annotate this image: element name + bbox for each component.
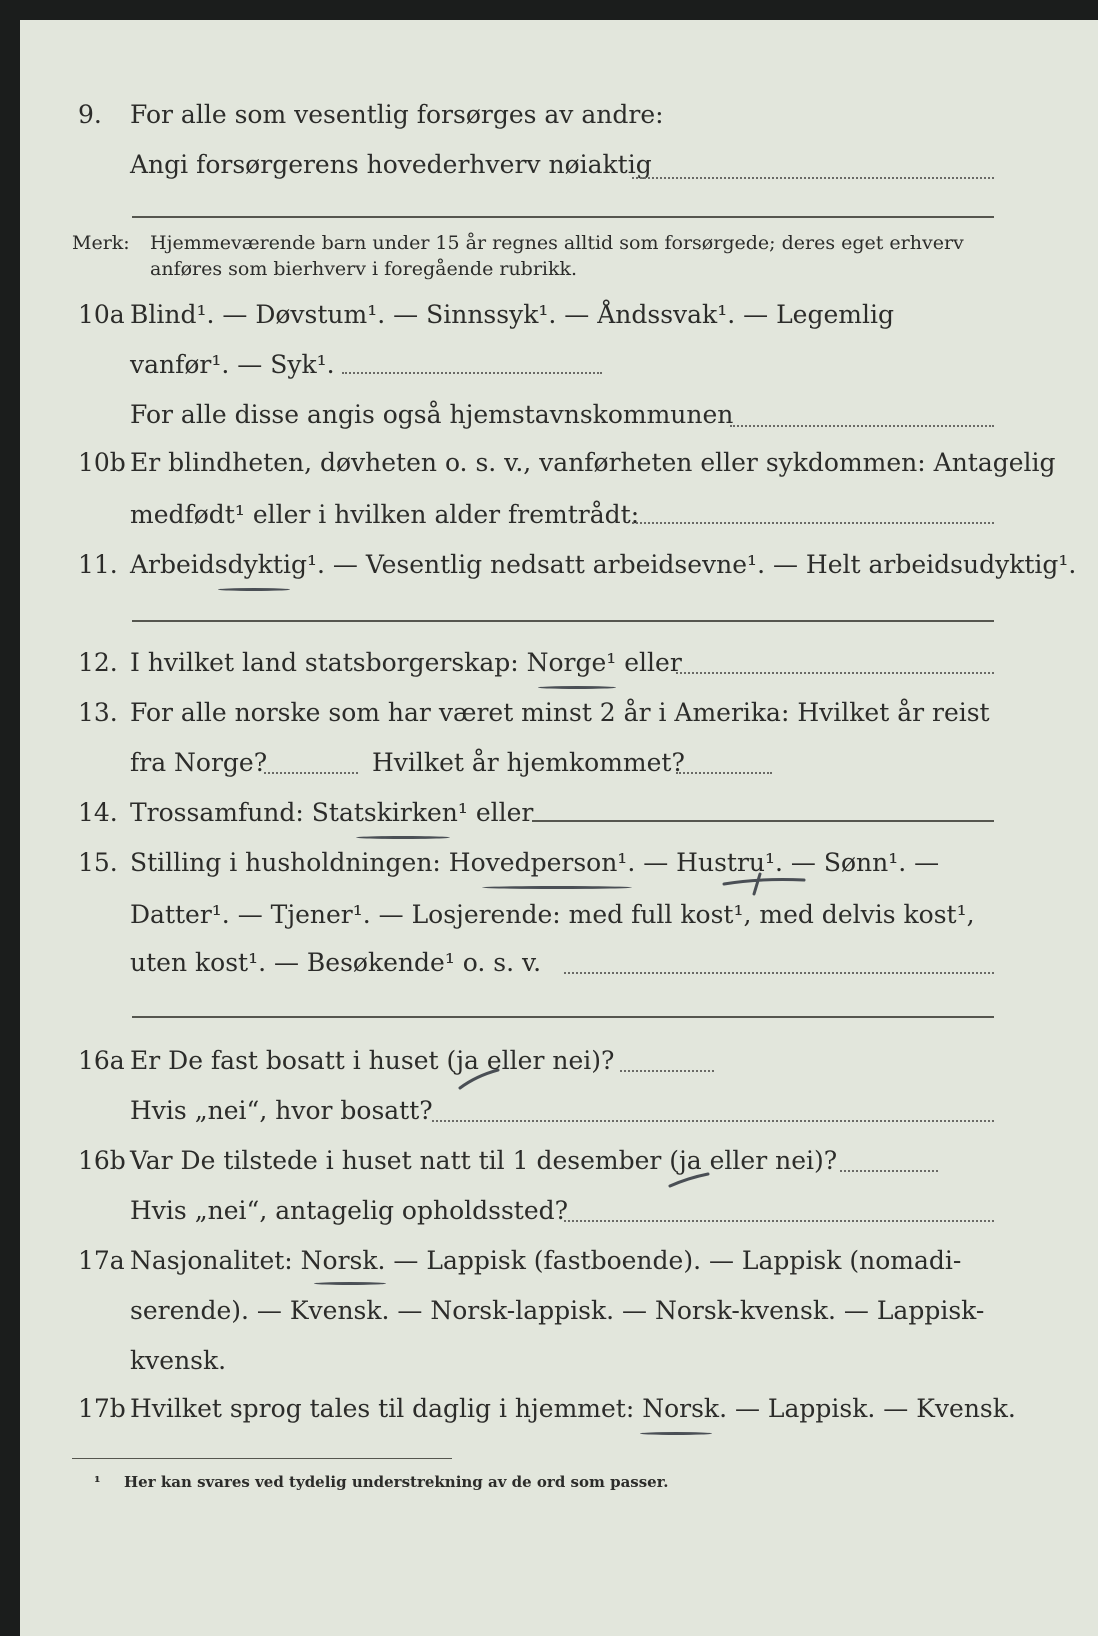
q9-answer-rule[interactable] [132, 216, 994, 218]
q9-text-1: For alle som vesentlig forsørges av andre: [130, 100, 664, 129]
q10b-answer-line[interactable] [632, 522, 994, 524]
q17a-text-3: kvensk. [130, 1346, 227, 1375]
q16b-text-1: Var De tilstede i huset natt til 1 desember (ja eller nei)? [130, 1146, 838, 1175]
q16a-text-2: Hvis „nei“, hvor bosatt? [130, 1096, 433, 1125]
q16b-answer-line[interactable] [840, 1170, 938, 1172]
q10a-syk-answer-line[interactable] [342, 372, 602, 374]
q16a-pencil-mark [456, 1066, 502, 1092]
q17a-number: 17a [78, 1246, 125, 1275]
q17b-pencil-underline [640, 1432, 712, 1435]
q10b-text-1: Er blindheten, døvheten o. s. v., vanførheten eller sykdommen: Antagelig [130, 448, 1056, 477]
q13-number: 13. [78, 698, 118, 727]
q10b-number: 10b [78, 448, 126, 477]
q9-number: 9. [78, 100, 102, 129]
q17a-text-2: serende). — Kvensk. — Norsk-lappisk. — Norsk-kvensk. — Lappisk- [130, 1296, 985, 1325]
q14-text-1: Trossamfund: Statskirken¹ eller [130, 798, 534, 827]
merk-text-2: anføres som bierhverv i foregående rubrikk. [150, 258, 578, 280]
footnote-text: Her kan svares ved tydelig understrekning av de ord som passer. [124, 1473, 669, 1491]
q10a-text-3: For alle disse angis også hjemstavnskommunen [130, 400, 734, 429]
footnote-mark: ¹ [94, 1473, 101, 1491]
q16b-text-2: Hvis „nei“, antagelig opholdssted? [130, 1196, 569, 1225]
q17a-text-1: Nasjonalitet: Norsk. — Lappisk (fastboende). — Lappisk (nomadi- [130, 1246, 962, 1275]
q10a-number: 10a [78, 300, 125, 329]
q15-pencil-underline [482, 886, 632, 889]
q15-pencil-mark [720, 868, 810, 896]
q11-number: 11. [78, 550, 118, 579]
q12-number: 12. [78, 648, 118, 677]
q13-text-2a: fra Norge? [130, 748, 268, 777]
q15-number: 15. [78, 848, 118, 877]
q17b-number: 17b [78, 1394, 126, 1423]
merk-text-1: Hjemmeværende barn under 15 år regnes alltid som forsørgede; deres eget erhverv [150, 232, 964, 254]
q9-answer-line[interactable] [632, 177, 994, 179]
q16a-text-1: Er De fast bosatt i huset (ja eller nei)? [130, 1046, 615, 1075]
q11-text-1: Arbeidsdyktig¹. — Vesentlig nedsatt arbeidsevne¹. — Helt arbeidsudyktig¹. [130, 550, 1077, 579]
q16b-pencil-mark [666, 1166, 712, 1192]
census-form-page [20, 20, 1098, 1636]
merk-label: Merk: [72, 232, 130, 254]
q16a-bosatt-answer-line[interactable] [432, 1120, 994, 1122]
q15-text-3: uten kost¹. — Besøkende¹ o. s. v. [130, 948, 542, 977]
footnote-rule [72, 1458, 452, 1459]
q15-text-1: Stilling i husholdningen: Hovedperson¹. — Hustru¹. — Sønn¹. — [130, 848, 940, 877]
q13-reist-answer-line[interactable] [264, 772, 358, 774]
q16b-opholdssted-answer-line[interactable] [564, 1220, 994, 1222]
q10b-text-2: medfødt¹ eller i hvilken alder fremtrådt: [130, 500, 640, 529]
q12-text-1: I hvilket land statsborgerskap: Norge¹ eller [130, 648, 682, 677]
q15-text-2: Datter¹. — Tjener¹. — Losjerende: med full kost¹, med delvis kost¹, [130, 900, 975, 929]
q15-answer-line[interactable] [564, 972, 994, 974]
q10a-text-1: Blind¹. — Døvstum¹. — Sinnssyk¹. — Åndssvak¹. — Legemlig [130, 300, 894, 329]
q11-pencil-underline [218, 588, 290, 591]
q10a-text-2: vanfør¹. — Syk¹. [130, 350, 335, 379]
q14-number: 14. [78, 798, 118, 827]
q9-text-2: Angi forsørgerens hovederhverv nøiaktig [130, 150, 652, 179]
q13-text-1: For alle norske som har været minst 2 år i Amerika: Hvilket år reist [130, 698, 990, 727]
q16b-number: 16b [78, 1146, 126, 1175]
q16a-answer-line[interactable] [620, 1070, 714, 1072]
q16a-number: 16a [78, 1046, 125, 1075]
q12-answer-line[interactable] [676, 672, 994, 674]
q10a-hjemstavn-answer-line[interactable] [730, 425, 994, 427]
q14-answer-line[interactable] [532, 820, 994, 822]
q15-answer-rule[interactable] [132, 1016, 994, 1018]
q13-text-2b: Hvilket år hjemkommet? [372, 748, 685, 777]
q13-hjemkommet-answer-line[interactable] [676, 772, 772, 774]
q14-pencil-underline [356, 836, 450, 839]
q11-answer-rule[interactable] [132, 620, 994, 622]
q17b-text-1: Hvilket sprog tales til daglig i hjemmet: Norsk. — Lappisk. — Kvensk. [130, 1394, 1016, 1423]
q17a-pencil-underline [314, 1282, 386, 1285]
q12-pencil-underline [538, 686, 616, 689]
